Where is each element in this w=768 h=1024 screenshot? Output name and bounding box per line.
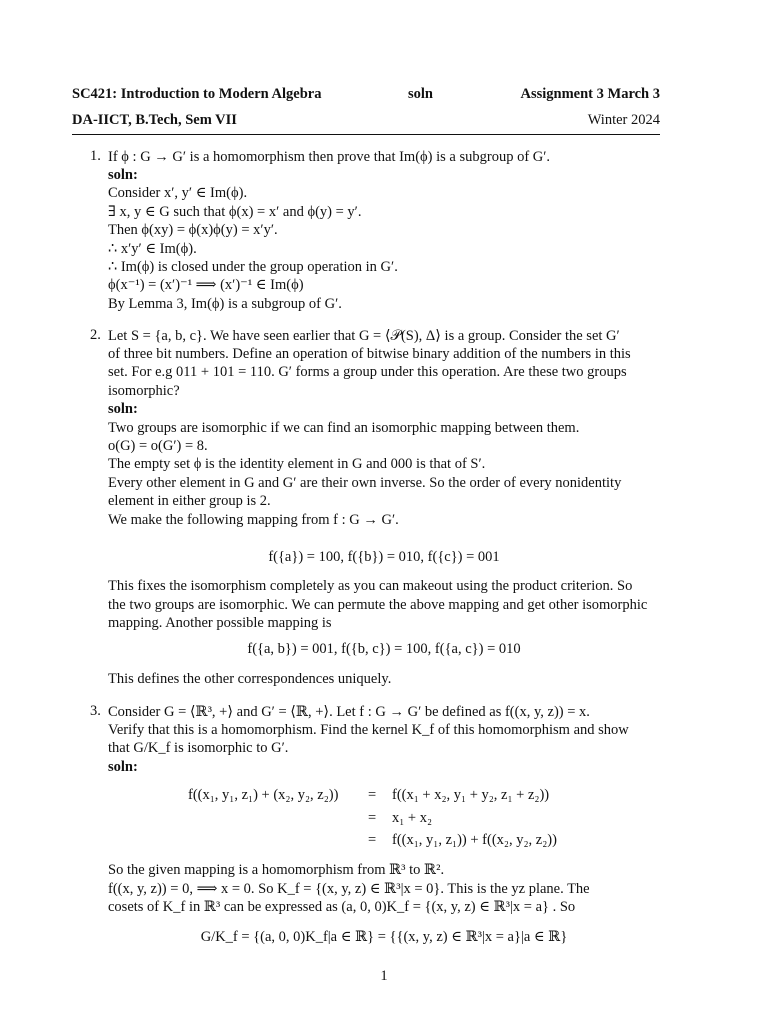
assignment-date: Assignment 3 March 3 [520, 86, 660, 102]
q1-line: ∴ x′y′ ∈ Im(ϕ). [108, 241, 197, 257]
q3-statement: Verify that this is a homomorphism. Find the kernel K_f of this homomorphism and show [108, 722, 629, 738]
q1-line: ϕ(x⁻¹) = (x′)⁻¹ ⟹ (x′)⁻¹ ∈ Im(ϕ) [108, 277, 304, 293]
q3-statement: that G/K_f is isomorphic to G′. [108, 740, 289, 756]
q1-soln-label: soln: [108, 167, 138, 183]
header-rule [72, 134, 660, 135]
q3-statement: Consider G = ⟨ℝ³, +⟩ and G′ = ⟨ℝ, +⟩. Let f : G → G′ be defined as f((x, y, z)) = x. [108, 704, 590, 720]
q2-line: The empty set ϕ is the identity element in G and 000 is that of S′. [108, 456, 486, 472]
term: Winter 2024 [587, 112, 660, 128]
q2-line: This fixes the isomorphism completely as you can makeout using the product criterion. So [108, 578, 633, 594]
q2-statement: isomorphic? [108, 383, 180, 399]
q2-line: element in either group is 2. [108, 493, 271, 509]
q2-number: 2. [90, 327, 101, 343]
q2-soln-label: soln: [108, 401, 138, 417]
q2-line: We make the following mapping from f : G → G′. [108, 512, 399, 528]
q2-line: Every other element in G and G′ are their own inverse. So the order of every nonidentity [108, 475, 622, 491]
q2-statement: of three bit numbers. Define an operation of bitwise binary addition of the numbers in this [108, 346, 631, 362]
q1-statement: If ϕ : G → G′ is a homomorphism then prove that Im(ϕ) is a subgroup of G′. [108, 149, 551, 165]
q2-line: mapping. Another possible mapping is [108, 615, 332, 631]
q3-equation-row: f((x₁ + x₂, y₁ + y₂, z₁ + z₂)) [392, 787, 550, 803]
q2-line: the two groups are isomorphic. We can permute the above mapping and get other isomorphic [108, 597, 648, 613]
q1-line: By Lemma 3, Im(ϕ) is a subgroup of G′. [108, 296, 342, 312]
q3-number: 3. [90, 703, 101, 719]
q3-equals-sign: = [368, 787, 377, 803]
q2-statement: set. For e.g 011 + 101 = 110. G′ forms a group under this operation. Are these two groups [108, 364, 627, 380]
q2-line: This defines the other correspondences uniquely. [108, 671, 392, 687]
q2-mapping-2: f({a, b}) = 001, f({b, c}) = 100, f({a, c}) = 010 [247, 641, 521, 657]
q1-line: ∃ x, y ∈ G such that ϕ(x) = x′ and ϕ(y) = y′. [108, 204, 362, 220]
q1-line: Consider x′, y′ ∈ Im(ϕ). [108, 185, 248, 201]
q3-equation-row: f((x₁, y₁, z₁)) + f((x₂, y₂, z₂)) [392, 832, 557, 848]
q1-line: Then ϕ(xy) = ϕ(x)ϕ(y) = x′y′. [108, 222, 278, 238]
q3-quotient-equation: G/K_f = {(a, 0, 0)K_f|a ∈ ℝ} = {{(x, y, z) ∈ ℝ³|x = a}|a ∈ ℝ} [200, 929, 568, 945]
q3-soln-label: soln: [108, 759, 138, 775]
q3-equals-sign: = [368, 810, 377, 826]
page-number: 1 [380, 968, 388, 984]
q3-equals-sign: = [368, 832, 377, 848]
institute-info: DA-IICT, B.Tech, Sem VII [72, 112, 237, 128]
q2-statement: Let S = {a, b, c}. We have seen earlier that G = ⟨𝒫(S), Δ⟩ is a group. Consider the set G′ [108, 328, 620, 344]
q3-equation-lhs: f((x₁, y₁, z₁) + (x₂, y₂, z₂)) [188, 787, 339, 803]
q3-line: f((x, y, z)) = 0, ⟹ x = 0. So K_f = {(x, y, z) ∈ ℝ³|x = 0}. This is the yz plane. The [108, 881, 590, 897]
q3-line: cosets of K_f in ℝ³ can be expressed as (a, 0, 0)K_f = {(x, y, z) ∈ ℝ³|x = a} . So [108, 899, 576, 915]
q3-line: So the given mapping is a homomorphism from ℝ³ to ℝ². [108, 862, 445, 878]
q1-number: 1. [90, 148, 101, 164]
course-title: SC421: Introduction to Modern Algebra [72, 86, 322, 102]
q1-line: ∴ Im(ϕ) is closed under the group operation in G′. [108, 259, 398, 275]
q2-line: o(G) = o(G′) = 8. [108, 438, 208, 454]
q2-line: Two groups are isomorphic if we can find an isomorphic mapping between them. [108, 420, 580, 436]
q2-mapping-1: f({a}) = 100, f({b}) = 010, f({c}) = 001 [268, 549, 500, 565]
solution-tag: soln [408, 86, 433, 102]
q3-equation-row: x₁ + x₂ [392, 810, 433, 826]
